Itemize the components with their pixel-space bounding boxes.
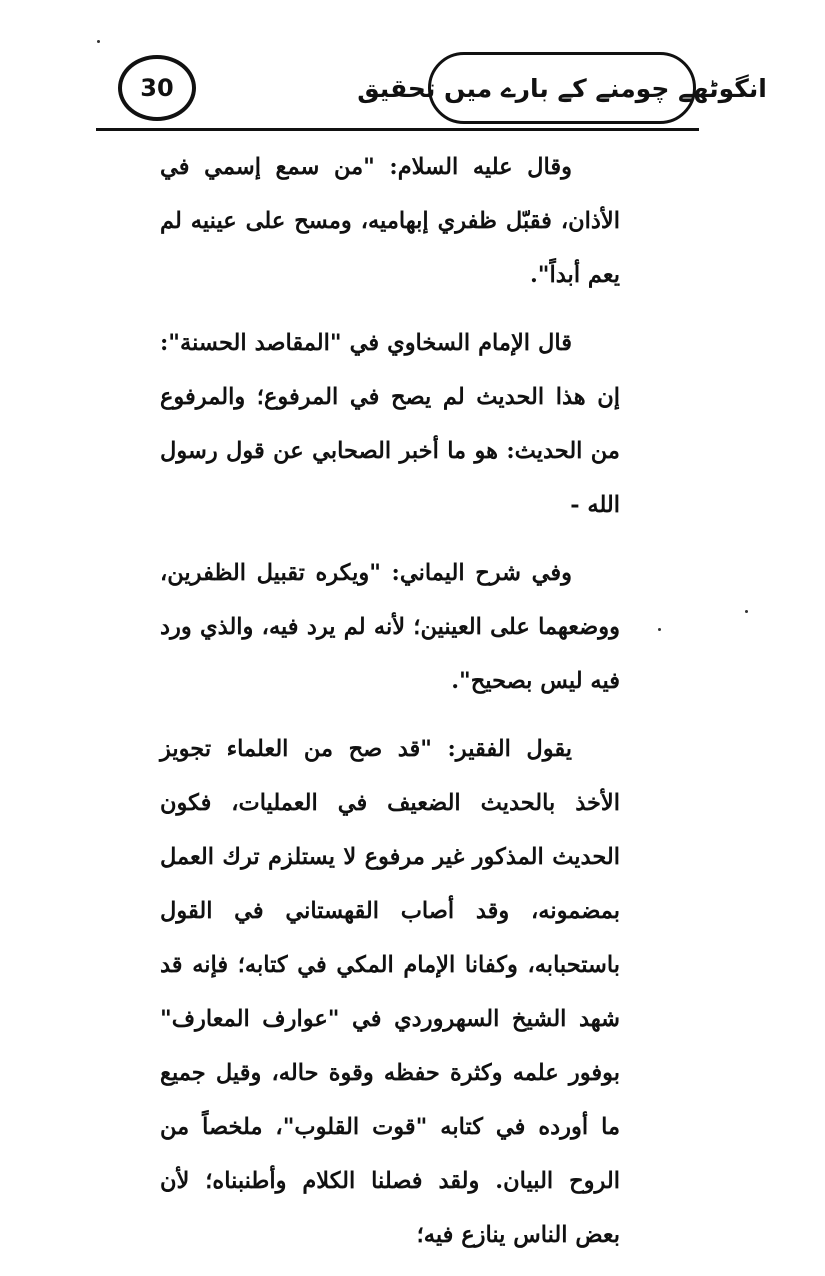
paragraph: وفي شرح اليماني: "ويكره تقبيل الظفرين، ووضعهما على العينين؛ لأنه لم يرد فيه، والذي ورد فيه ليس بصحيح".	[160, 560, 620, 694]
paragraph: يقول الفقير: "قد صح من العلماء تجويز الأخذ بالحديث الضعيف في العمليات، فكون الحديث المذكور غير مرفوع لا يستلزم ترك العمل بمضمونه، وقد أصاب القهستاني في القول باستحبابه، وكفانا الإمام المكي في كتابه؛ فإنه قد شهد الشيخ السهروردي في "عوارف المعارف" بوفور علمه وكثرة حفظه وقوة حاله، وقيل جميع ما أورده في كتابه "قوت القلوب"، ملخصاً من الروح البيان. ولقد فصلنا الكلام وأطنبناه؛ لأن بعض الناس ينازع فيه؛	[160, 736, 620, 1248]
header-divider	[96, 128, 699, 131]
scan-speck	[658, 628, 661, 631]
scan-speck	[97, 40, 100, 43]
paragraph: قال الإمام السخاوي في "المقاصد الحسنة": إن هذا الحديث لم يصح في المرفوع؛ والمرفوع من الحديث: هو ما أخبر الصحابي عن قول رسول الله -	[160, 330, 620, 518]
paragraph: وقال عليه السلام: "من سمع إسمي في الأذان، فقبّل ظفري إبهاميه، ومسح على عينيه لم يعم أبداً".	[160, 154, 620, 288]
page-header-title: انگوٹھے چومنے کے بارے میں تحقیق	[428, 52, 696, 124]
scan-speck	[745, 610, 748, 613]
page-number: 30	[118, 55, 196, 121]
body-text	[160, 140, 620, 1276]
